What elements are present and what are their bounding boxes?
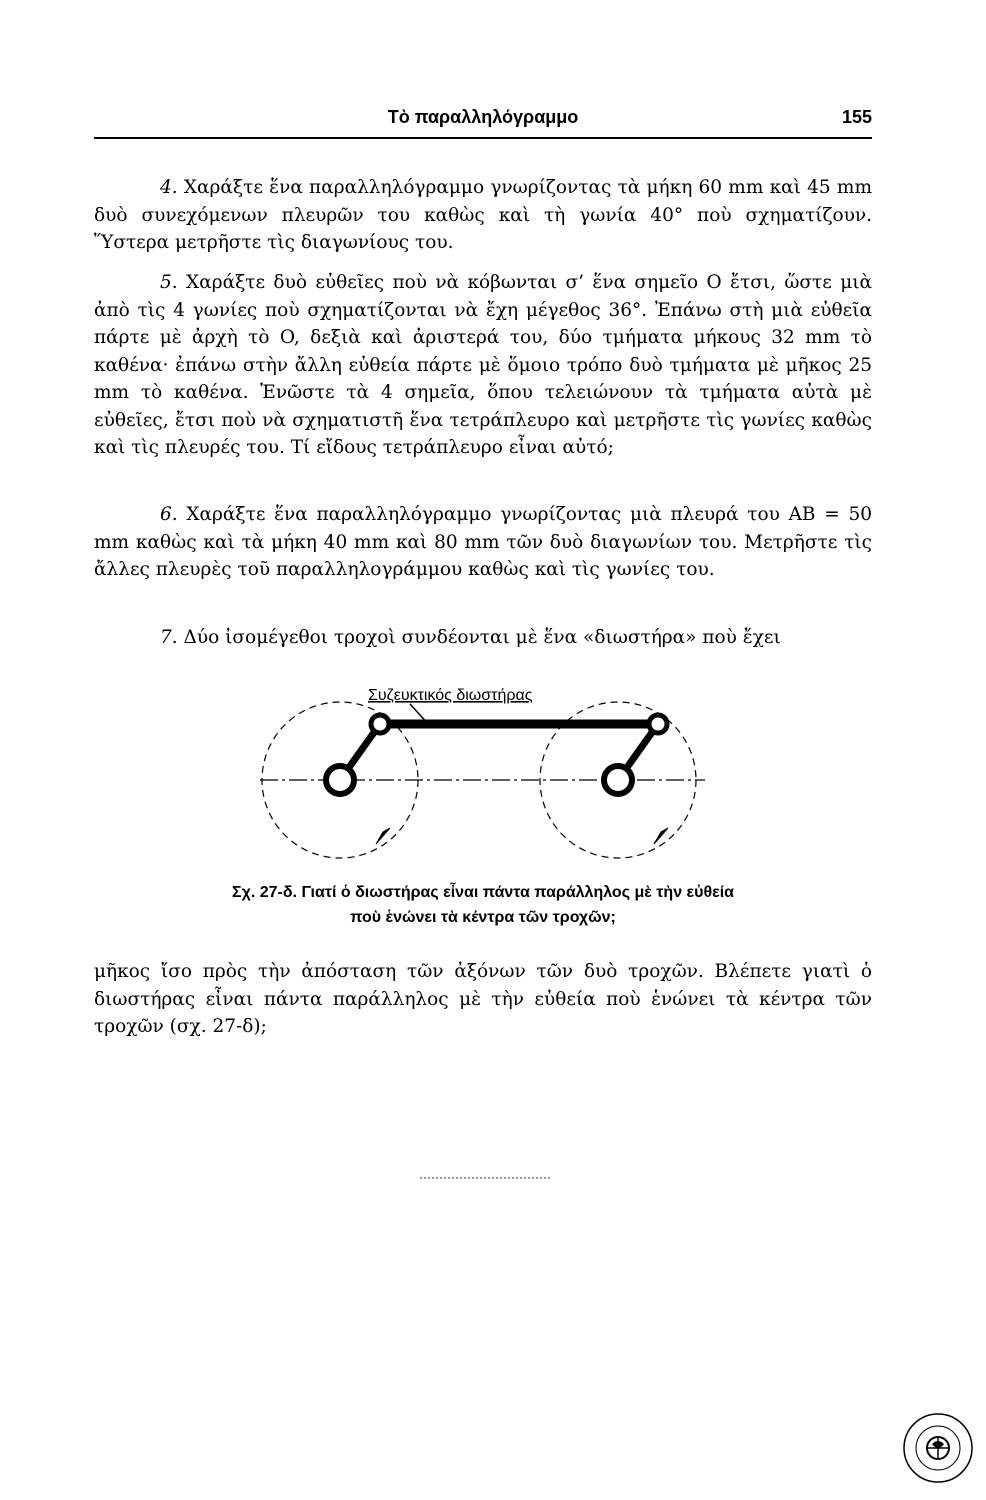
end-separator [420, 1177, 550, 1179]
exercise-4 [94, 174, 872, 257]
exercise-number: 5. [160, 272, 178, 293]
running-title: Τὸ παραλληλόγραμμο [387, 107, 579, 127]
caption-line-2: ποὺ ἑνώνει τὰ κέντρα τῶν τροχῶν; [350, 909, 616, 926]
page-number: 155 [841, 107, 872, 127]
exercise-6 [94, 501, 872, 584]
right-rotation-arrow [654, 828, 668, 844]
library-stamp [902, 1412, 974, 1484]
wheels-connecting-rod-figure [250, 668, 720, 868]
left-rod-pin [371, 715, 389, 733]
exercise-text: Δύο ἰσομέγεθοι τροχοὶ συνδέονται μὲ ἕνα «διωστήρα» ποὺ ἔχει [183, 627, 781, 648]
exercise-number: 6. [160, 504, 178, 525]
page-header [94, 103, 872, 139]
left-rotation-arrow [376, 828, 390, 844]
exercise-text: Χαράξτε ἕνα παραλληλόγραμμο γνωρίζοντας τὰ μήκη 60 mm καὶ 45 mm δυὸ συνεχόμενων πλευρῶν του καθὼς καὶ τὴ γωνία 40° ποὺ σχηματίζουν. Ὕστερα μετρῆστε τὶς διαγωνίους του. [94, 177, 872, 253]
continuation-paragraph: μῆκος ἴσο πρὸς τὴν ἀπόσταση τῶν ἀξόνων τῶν δυὸ τροχῶν. Βλέπετε γιατὶ ὁ διωστήρας εἶναι πάντα παράλληλος μὲ τὴν εὐθεία ποὺ ἑνώνει τὰ κέντρα τῶν τροχῶν (σχ. 27-δ); [94, 961, 872, 1037]
exercise-text: Χαράξτε ἕνα παραλληλόγραμμο γνωρίζοντας μιὰ πλευρά του AB = 50 mm καθὼς καὶ τὰ μήκη 40 mm καὶ 80 mm τῶν δυὸ διαγωνίων του. Μετρῆστε τὶς ἄλλες πλευρὲς τοῦ παραλληλογράμμου καθὼς καὶ τὶς γωνίες του. [94, 504, 872, 580]
exercise-number: 7. [160, 627, 178, 648]
right-wheel-hub [604, 766, 632, 794]
exercise-5 [94, 269, 872, 462]
caption-line-1: Σχ. 27-δ. Γιατί ὁ διωστήρας εἶναι πάντα παράλληλος μὲ τὴν εὐθεία [232, 884, 734, 901]
exercise-text: Χαράξτε δυὸ εὐθεῖες ποὺ νὰ κόβωνται σ’ ἕνα σημεῖο O ἔτσι, ὥστε μιὰ ἀπὸ τὶς 4 γωνίες ποὺ σχηματίζονται νὰ ἔχη μέγεθος 36°. Ἐπάνω στὴ μιὰ εὐθεῖα πάρτε μὲ ἀρχὴ τὸ O, δεξιὰ καὶ ἀριστερά του, δύο τμήματα μήκους 32 mm τὸ καθένα· ἐπάνω στὴν ἄλλη εὐθεία πάρτε μὲ ὅμοιο τρόπο δυὸ τμήματα μὲ μῆκος 25 mm τὸ καθένα. Ἑνῶστε τὰ 4 σημεῖα, ὅπου τελειώνουν τὰ τμήματα αὐτὰ μὲ εὐθεῖες, ἔτσι ποὺ νὰ σχηματιστῆ ἕνα τετράπλευρο καὶ μετρῆστε τὶς γωνίες καθὼς καὶ τὶς πλευρές του. Τί εἴδους τετράπλευρο εἶναι αὐτό; [94, 272, 872, 458]
right-rod-pin [649, 715, 667, 733]
left-wheel-hub [326, 766, 354, 794]
exercise-number: 4. [160, 177, 178, 198]
exercise-7 [94, 624, 872, 652]
figure-caption [94, 880, 872, 930]
figure-label: Συζευκτικός διωστήρας [368, 687, 533, 704]
